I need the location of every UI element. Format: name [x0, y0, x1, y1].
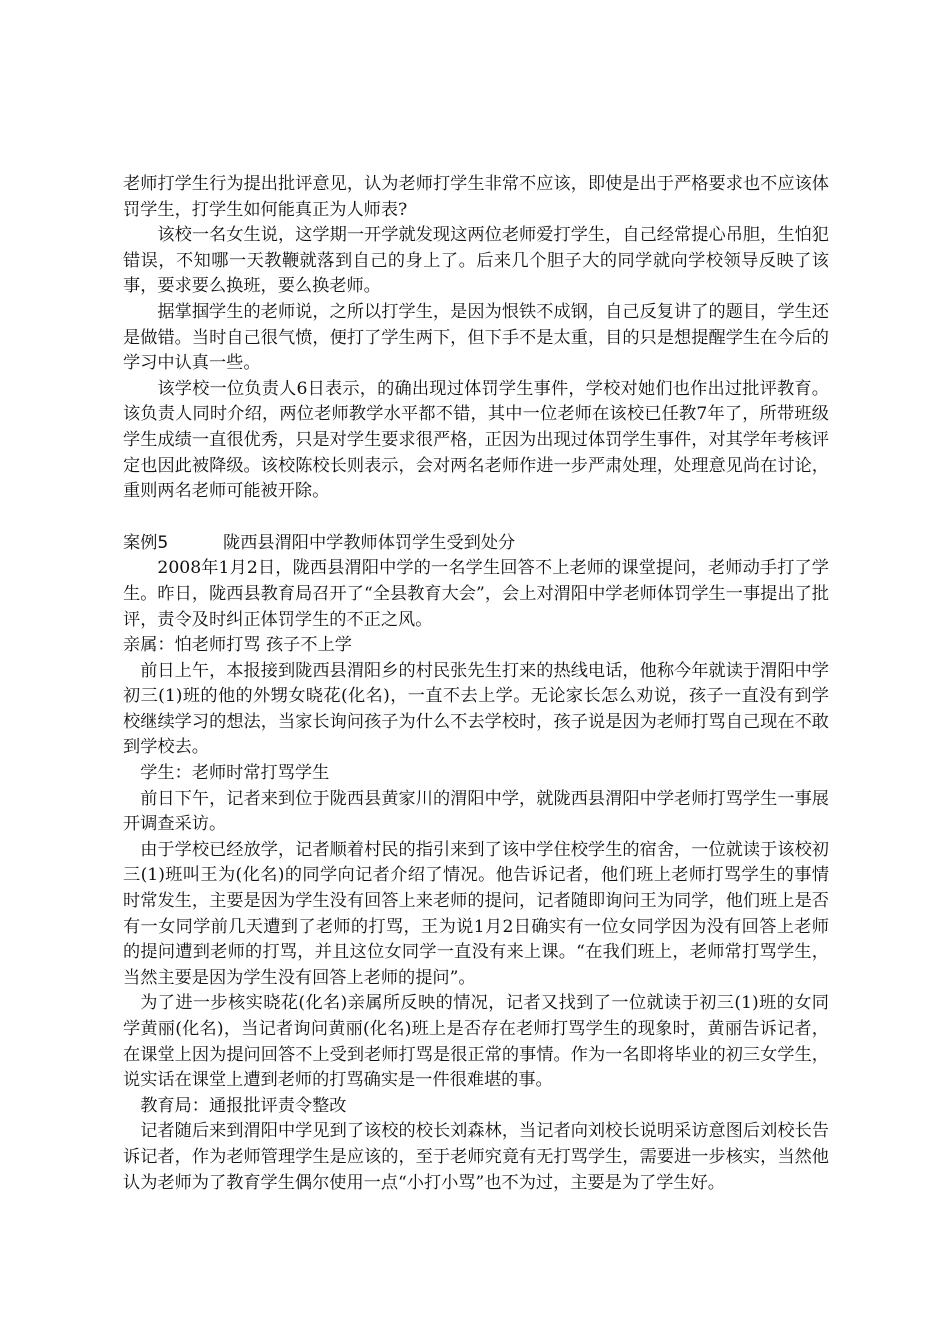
paragraph-continuation: 老师打学生行为提出批评意见，认为老师打学生非常不应该，即使是出于严格要求也不应该体罚学生，打学生如何能真正为人师表?: [123, 174, 829, 220]
paragraph-huangli-account: 为了进一步核实晓花(化名)亲属所反映的情况，记者又找到了一位就读于初三(1)班的女同学黄丽(化名)，当记者询问黄丽(化名)班上是否存在老师打骂学生的现象时，黄丽告诉记者，在课堂上因为提问回答不上受到老师打骂是很正常的事情。作为一名即将毕业的初三女学生，说实话在课堂上遭到老师的打骂确实是一件很难堪的事。: [123, 993, 829, 1091]
section-spacer: [123, 505, 829, 531]
case-number: 案例5: [123, 532, 169, 553]
paragraph-wangwei-account: 由于学校已经放学，记者顺着村民的指引来到了该中学住校学生的宿舍，一位就读于该校初三(1)班叫王为(化名)的同学向记者介绍了情况。他告诉记者，他们班上老师打骂学生的事情时常发生，主要是因为学生没有回答上来老师的提问，记者随即询问王为同学，他们班上是否有一女同学前几天遭到了老师的打骂，王为说1月2日确实有一位女同学因为没有回答上老师的提问遭到老师的打骂，并且这位女同学一直没有来上课。“在我们班上，老师常打骂学生，当然主要是因为学生没有回答上老师的提问”。: [123, 839, 829, 988]
subheading-students: 学生：老师时常打骂学生: [140, 763, 330, 784]
paragraph-school-response: 该学校一位负责人6日表示，的确出现过体罚学生事件，学校对她们也作出过批评教育。该负责人同时介绍，两位老师教学水平都不错，其中一位老师在该校已任教7年了，所带班级学生成绩一直很优秀，只是对学生要求很严格，正因为出现过体罚学生事件，对其学年考核评定也因此被降级。该校陈校长则表示，会对两名老师作进一步严肃处理，处理意见尚在讨论，重则两名老师可能被开除。: [123, 378, 829, 502]
case-heading: [123, 531, 829, 557]
paragraph-relatives: 前日上午，本报接到陇西县渭阳乡的村民张先生打来的热线电话，他称今年就读于渭阳中学初三(1)班的他的外甥女晓花(化名)，一直不去上学。无论家长怎么劝说，孩子一直没有到学校继续学习的想法，当家长询问孩子为什么不去学校时，孩子说是因为老师打骂自己现在不敢到学校去。: [123, 660, 829, 758]
paragraph-case-intro: 2008年1月2日，陇西县渭阳中学的一名学生回答不上老师的课堂提问，老师动手打了学生。昨日，陇西县教育局召开了“全县教育大会”，会上对渭阳中学老师体罚学生一事提出了批评，责令及时纠正体罚学生的不正之风。: [123, 558, 829, 630]
paragraph-teacher-account: 据掌掴学生的老师说，之所以打学生，是因为恨铁不成钢，自己反复讲了的题目，学生还是做错。当时自己很气愤，便打了学生两下，但下手不是太重，目的只是想提醒学生在今后的学习中认真一些。: [123, 301, 829, 374]
subheading-relatives: 亲属：怕老师打骂 孩子不上学: [123, 635, 352, 656]
document-page: [123, 172, 829, 1196]
case-title: 陇西县渭阳中学教师体罚学生受到处分: [223, 532, 516, 553]
paragraph-reporter-visit: 前日下午，记者来到位于陇西县黄家川的渭阳中学，就陇西县渭阳中学老师打骂学生一事展开调查采访。: [123, 788, 829, 835]
paragraph-principal-account: 记者随后来到渭阳中学见到了该校的校长刘森林，当记者向刘校长说明采访意图后刘校长告诉记者，作为老师管理学生是应该的，至于老师究竟有无打骂学生，需要进一步核实，当然他认为老师为了教育学生偶尔使用一点“小打小骂”也不为过，主要是为了学生好。: [123, 1121, 829, 1193]
paragraph-student-account: 该校一名女生说，这学期一开学就发现这两位老师爱打学生，自己经常提心吊胆，生怕犯错误，不知哪一天教鞭就落到自己的身上了。后来几个胆子大的同学就向学校领导反映了该事，要求要么换班，要么换老师。: [123, 225, 829, 297]
subheading-education-bureau: 教育局：通报批评责令整改: [140, 1095, 347, 1116]
